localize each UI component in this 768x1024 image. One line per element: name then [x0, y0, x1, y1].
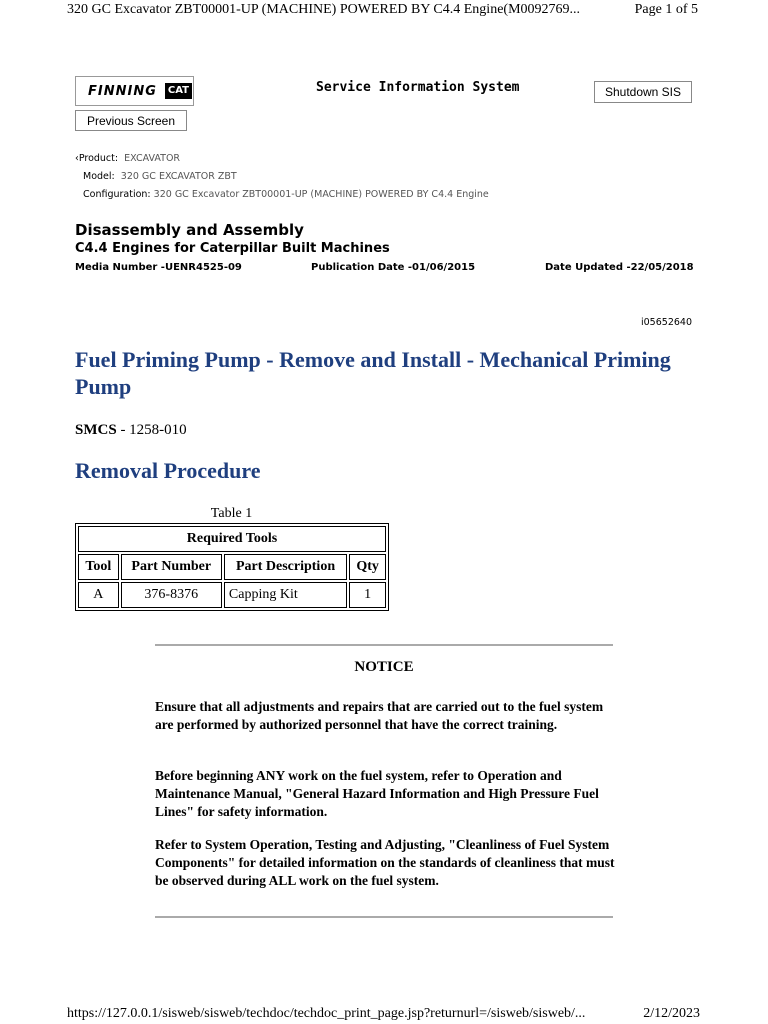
- document-subtitle: C4.4 Engines for Caterpillar Built Machines: [75, 241, 390, 256]
- notice-bottom-divider: [155, 916, 613, 918]
- smcs-label: SMCS: [75, 422, 117, 438]
- illustration-id: i05652640: [641, 317, 692, 328]
- breadcrumb-configuration: [83, 189, 489, 200]
- section-heading: Removal Procedure: [75, 458, 261, 483]
- column-header: Qty: [349, 554, 386, 580]
- breadcrumb-model: [83, 171, 237, 182]
- cat-logo-icon: CAT: [165, 83, 192, 99]
- model-label: Model:: [83, 171, 115, 182]
- model-value: 320 GC EXCAVATOR ZBT: [120, 171, 237, 182]
- document-title: Disassembly and Assembly: [75, 221, 304, 239]
- back-arrow-icon[interactable]: ‹: [75, 153, 79, 164]
- finning-cat-logo: [75, 76, 194, 106]
- media-number: Media Number -UENR4525-09: [75, 262, 242, 273]
- notice-top-divider: [155, 644, 613, 646]
- print-header-title: 320 GC Excavator ZBT00001-UP (MACHINE) POWERED BY C4.4 Engine(M0092769...: [67, 2, 581, 17]
- notice-paragraph: Ensure that all adjustments and repairs that are carried out to the fuel system are performed by authorized personnel that have the correct training.: [155, 699, 604, 732]
- column-header: Tool: [78, 554, 119, 580]
- notice-paragraph: Refer to System Operation, Testing and Adjusting, "Cleanliness of Fuel System Components" for detailed information on the standards of cleanliness that must be observed during ALL work on the fuel system.: [155, 837, 615, 888]
- configuration-value: 320 GC Excavator ZBT00001-UP (MACHINE) POWERED BY C4.4 Engine: [153, 189, 489, 200]
- table-row: [78, 582, 386, 608]
- article-heading: Fuel Priming Pump - Remove and Install - Mechanical Priming Pump: [75, 347, 671, 399]
- table-cell: 376-8376: [121, 582, 222, 608]
- shutdown-sis-button[interactable]: Shutdown SIS: [594, 81, 692, 103]
- notice-paragraph: Before beginning ANY work on the fuel system, refer to Operation and Maintenance Manual, "General Hazard Information and High Pressure Fuel Lines" for safety information.: [155, 768, 599, 819]
- smcs-code: [75, 422, 187, 439]
- print-footer-date: 2/12/2023: [643, 1006, 700, 1021]
- product-value: EXCAVATOR: [124, 153, 181, 164]
- publication-date: Publication Date -01/06/2015: [311, 262, 476, 273]
- table-header-row: [78, 554, 386, 580]
- configuration-label: Configuration:: [83, 189, 151, 200]
- print-footer-url: https://127.0.0.1/sisweb/sisweb/techdoc/techdoc_print_page.jsp?returnurl=/sisweb/sisweb/...: [67, 1006, 586, 1021]
- finning-logo-text: FINNING: [88, 83, 157, 99]
- breadcrumb-product[interactable]: [75, 153, 180, 164]
- product-label: Product:: [78, 153, 119, 164]
- table-cell: 1: [349, 582, 386, 608]
- app-title: Service Information System: [316, 80, 520, 95]
- table-caption: Table 1: [210, 506, 253, 521]
- smcs-value: - 1258-010: [120, 422, 187, 438]
- date-updated: Date Updated -22/05/2018: [545, 262, 694, 273]
- table-cell: Capping Kit: [224, 582, 347, 608]
- previous-screen-button[interactable]: Previous Screen: [75, 110, 187, 131]
- required-tools-table: [75, 523, 389, 611]
- column-header: Part Number: [121, 554, 222, 580]
- table-title: Required Tools: [78, 526, 386, 552]
- column-header: Part Description: [224, 554, 347, 580]
- table-cell: A: [78, 582, 119, 608]
- notice-title: NOTICE: [354, 659, 414, 675]
- print-page-number: Page 1 of 5: [634, 2, 698, 17]
